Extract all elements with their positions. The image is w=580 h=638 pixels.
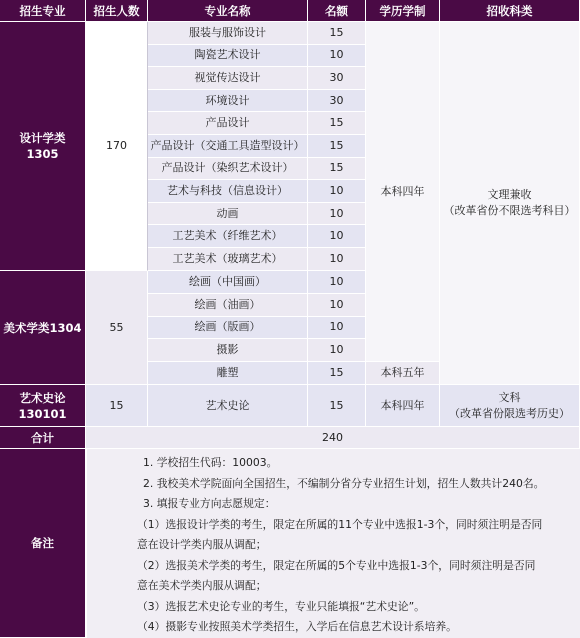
major-name: 工艺美术（玻璃艺术） xyxy=(148,248,308,271)
subject-main-line2: （改革省份不限选考科目） xyxy=(443,204,576,217)
major-quota: 30 xyxy=(308,90,366,113)
major-name: 摄影 xyxy=(148,339,308,362)
major-name: 绘画（中国画） xyxy=(148,271,308,294)
group-design-count: 170 xyxy=(86,22,148,271)
group-art-history-count: 15 xyxy=(86,385,148,427)
major-quota: 10 xyxy=(308,225,366,248)
duration-four-years: 本科四年 xyxy=(366,22,440,362)
major-name: 视觉传达设计 xyxy=(148,67,308,90)
major-name: 产品设计 xyxy=(148,112,308,135)
total-label: 合计 xyxy=(0,427,86,449)
note-line: 2. 我校美术学院面向全国招生，不编制分省分专业招生计划，招生人数共计240名。 xyxy=(143,476,545,490)
major-name: 动画 xyxy=(148,203,308,226)
major-quota: 10 xyxy=(308,248,366,271)
notes-body xyxy=(87,449,580,638)
major-name: 绘画（版画） xyxy=(148,317,308,340)
major-quota: 15 xyxy=(308,158,366,181)
major-name: 雕塑 xyxy=(148,362,308,385)
note-line: （3）选报艺术史论专业的考生，专业只能填报“艺术史论”。 xyxy=(137,599,425,613)
major-name: 产品设计（染织艺术设计） xyxy=(148,158,308,181)
major-name: 产品设计（交通工具造型设计） xyxy=(148,135,308,158)
major-quota: 10 xyxy=(308,45,366,68)
major-name: 环境设计 xyxy=(148,90,308,113)
major-quota: 15 xyxy=(308,112,366,135)
major-quota: 15 xyxy=(308,135,366,158)
note-line: 意在美术学类内服从调配； xyxy=(137,579,267,592)
header-major-name: 专业名称 xyxy=(148,0,308,22)
major-name: 陶瓷艺术设计 xyxy=(148,45,308,68)
note-line: 3. 填报专业方向志愿规定： xyxy=(143,497,276,510)
major-name: 艺术与科技（信息设计） xyxy=(148,180,308,203)
group-fine-arts-label: 美术学类1304 xyxy=(0,271,86,385)
header-quota: 名额 xyxy=(308,0,366,22)
major-quota: 15 xyxy=(308,22,366,45)
header-enrollment: 招生人数 xyxy=(86,0,148,22)
major-quota: 10 xyxy=(308,203,366,226)
group-fine-arts-count: 55 xyxy=(86,271,148,385)
group-art-history-name: 艺术史论 xyxy=(19,390,66,405)
major-quota: 10 xyxy=(308,271,366,294)
group-design-label xyxy=(0,22,86,271)
group-art-history-code: 130101 xyxy=(18,406,67,421)
subject-history xyxy=(440,385,580,427)
major-name: 艺术史论 xyxy=(148,385,308,427)
header-subject: 招收科类 xyxy=(440,0,580,22)
major-name: 服装与服饰设计 xyxy=(148,22,308,45)
major-quota: 15 xyxy=(308,362,366,385)
major-quota: 10 xyxy=(308,339,366,362)
duration-five-years: 本科五年 xyxy=(366,362,440,385)
subject-main-line1: 文理兼收 xyxy=(487,188,532,201)
group-design-name: 设计学类 xyxy=(19,131,66,145)
major-quota: 15 xyxy=(308,385,366,427)
notes-label: 备注 xyxy=(0,449,86,638)
note-line: 意在设计学类内服从调配； xyxy=(137,538,267,551)
major-quota: 30 xyxy=(308,67,366,90)
header-major-group: 招生专业 xyxy=(0,0,86,22)
note-line: 1. 学校招生代码：10003。 xyxy=(143,456,278,469)
group-art-history-label xyxy=(0,385,86,427)
major-quota: 10 xyxy=(308,294,366,317)
major-name: 绘画（油画） xyxy=(148,294,308,317)
major-name: 工艺美术（纤维艺术） xyxy=(148,225,308,248)
subject-main xyxy=(440,22,580,385)
total-value: 240 xyxy=(86,427,580,449)
subject-history-line1: 文科 xyxy=(498,390,521,404)
major-quota: 10 xyxy=(308,180,366,203)
note-line: （1）选报设计学类的考生，限定在所属的11个专业中选报1-3个，同时须注明是否同 xyxy=(137,517,543,531)
duration-four-years-history: 本科四年 xyxy=(366,385,440,427)
subject-history-line2: （改革省份限选考历史） xyxy=(449,406,570,420)
group-design-code: 1305 xyxy=(26,147,59,161)
major-quota: 10 xyxy=(308,317,366,340)
header-duration: 学历学制 xyxy=(366,0,440,22)
note-line: （2）选报美术学类的考生，限定在所属的5个专业中选报1-3个，同时须注明是否同 xyxy=(137,558,536,572)
note-line: （4）摄影专业按照美术学类招生，入学后在信息艺术设计系培养。 xyxy=(137,620,457,633)
